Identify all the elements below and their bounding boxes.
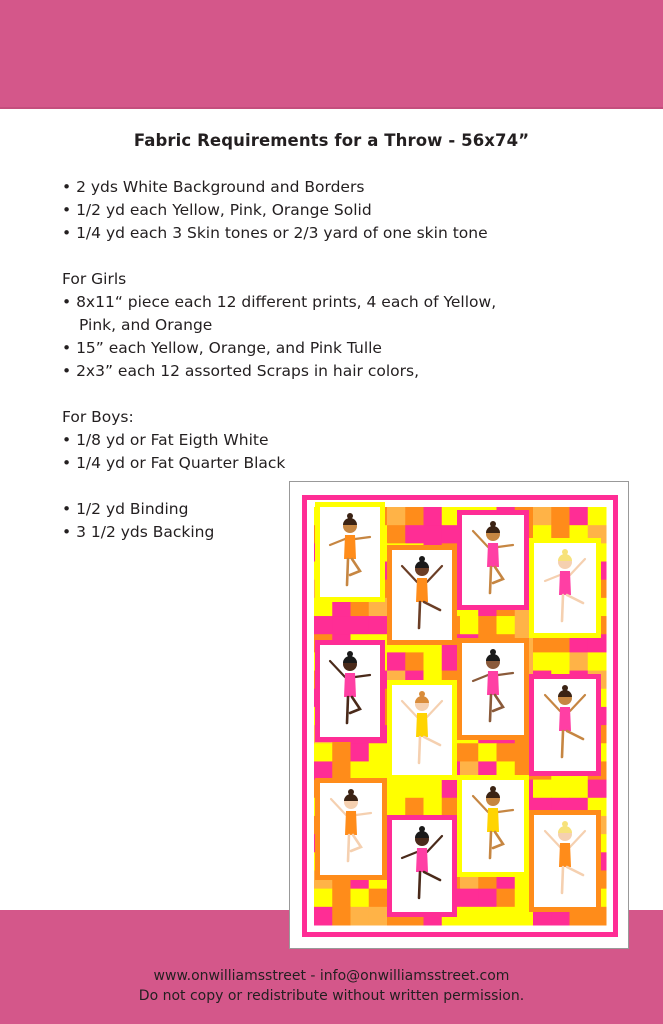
patch xyxy=(405,780,424,799)
patch xyxy=(588,780,607,799)
list-item: • 1/4 yd each 3 Skin tones or 2/3 yard of one skin tone xyxy=(62,224,488,242)
patch xyxy=(351,616,370,635)
patch xyxy=(332,616,351,635)
patch xyxy=(387,652,406,671)
patch xyxy=(332,907,351,926)
patch xyxy=(497,616,516,635)
patch xyxy=(314,743,333,762)
list-item-continuation: Pink, and Orange xyxy=(79,316,213,334)
section-heading-boys: For Boys: xyxy=(62,408,134,426)
patch xyxy=(588,507,607,526)
patch xyxy=(369,616,388,635)
patch xyxy=(314,907,333,926)
patch xyxy=(478,889,497,908)
list-item: • 1/4 yd or Fat Quarter Black xyxy=(62,454,286,472)
list-item: • 1/2 yd Binding xyxy=(62,500,189,518)
patch xyxy=(332,761,351,780)
patch xyxy=(478,616,497,635)
patch xyxy=(351,889,370,908)
patch xyxy=(405,507,424,526)
patch xyxy=(460,907,479,926)
patch xyxy=(478,743,497,762)
patch xyxy=(424,507,443,526)
patch xyxy=(570,507,589,526)
patch xyxy=(387,507,406,526)
patch xyxy=(460,889,479,908)
patch xyxy=(405,525,424,544)
patch xyxy=(424,780,443,799)
patch xyxy=(351,743,370,762)
patch xyxy=(314,761,333,780)
patch xyxy=(478,907,497,926)
list-item: • 2 yds White Background and Borders xyxy=(62,178,365,196)
patch xyxy=(314,889,333,908)
patch xyxy=(497,889,516,908)
footer xyxy=(0,966,663,1006)
patch xyxy=(424,525,443,544)
patch xyxy=(551,780,570,799)
patch xyxy=(369,743,388,762)
list-item: • 1/2 yd each Yellow, Pink, Orange Solid xyxy=(62,201,372,219)
patch xyxy=(588,652,607,671)
list-item: • 15” each Yellow, Orange, and Pink Tulle xyxy=(62,339,382,357)
patch xyxy=(405,652,424,671)
patch xyxy=(570,652,589,671)
patch xyxy=(387,780,406,799)
patch xyxy=(460,743,479,762)
patch xyxy=(369,907,388,926)
patch xyxy=(533,652,552,671)
list-item: • 1/8 yd or Fat Eigth White xyxy=(62,431,269,449)
patch xyxy=(387,525,406,544)
patch xyxy=(351,907,370,926)
patch xyxy=(497,743,516,762)
footer-contact: www.onwilliamsstreet - info@onwilliamsstreet.com xyxy=(153,968,510,984)
quilt-image-frame xyxy=(289,481,629,949)
section-heading-girls: For Girls xyxy=(62,270,127,288)
patch xyxy=(405,798,424,817)
patch xyxy=(551,652,570,671)
patch xyxy=(369,761,388,780)
patch xyxy=(460,616,479,635)
patch xyxy=(424,652,443,671)
patch xyxy=(351,761,370,780)
patch xyxy=(533,780,552,799)
patch xyxy=(551,507,570,526)
list-item: • 8x11“ piece each 12 different prints, 4 each of Yellow, xyxy=(62,293,497,311)
patch xyxy=(332,889,351,908)
list-item: • 3 1/2 yds Backing xyxy=(62,523,215,541)
patch xyxy=(387,798,406,817)
patch xyxy=(424,798,443,817)
top-banner xyxy=(0,0,663,109)
page-title: Fabric Requirements for a Throw - 56x74” xyxy=(133,131,530,150)
patch xyxy=(332,743,351,762)
patch xyxy=(369,889,388,908)
quilt-illustration xyxy=(302,495,618,937)
patch xyxy=(497,907,516,926)
footer-copyright: Do not copy or redistribute without written permission. xyxy=(138,988,525,1004)
patch xyxy=(570,780,589,799)
patch xyxy=(314,616,333,635)
patch xyxy=(533,507,552,526)
list-item: • 2x3” each 12 assorted Scraps in hair colors, xyxy=(62,362,419,380)
